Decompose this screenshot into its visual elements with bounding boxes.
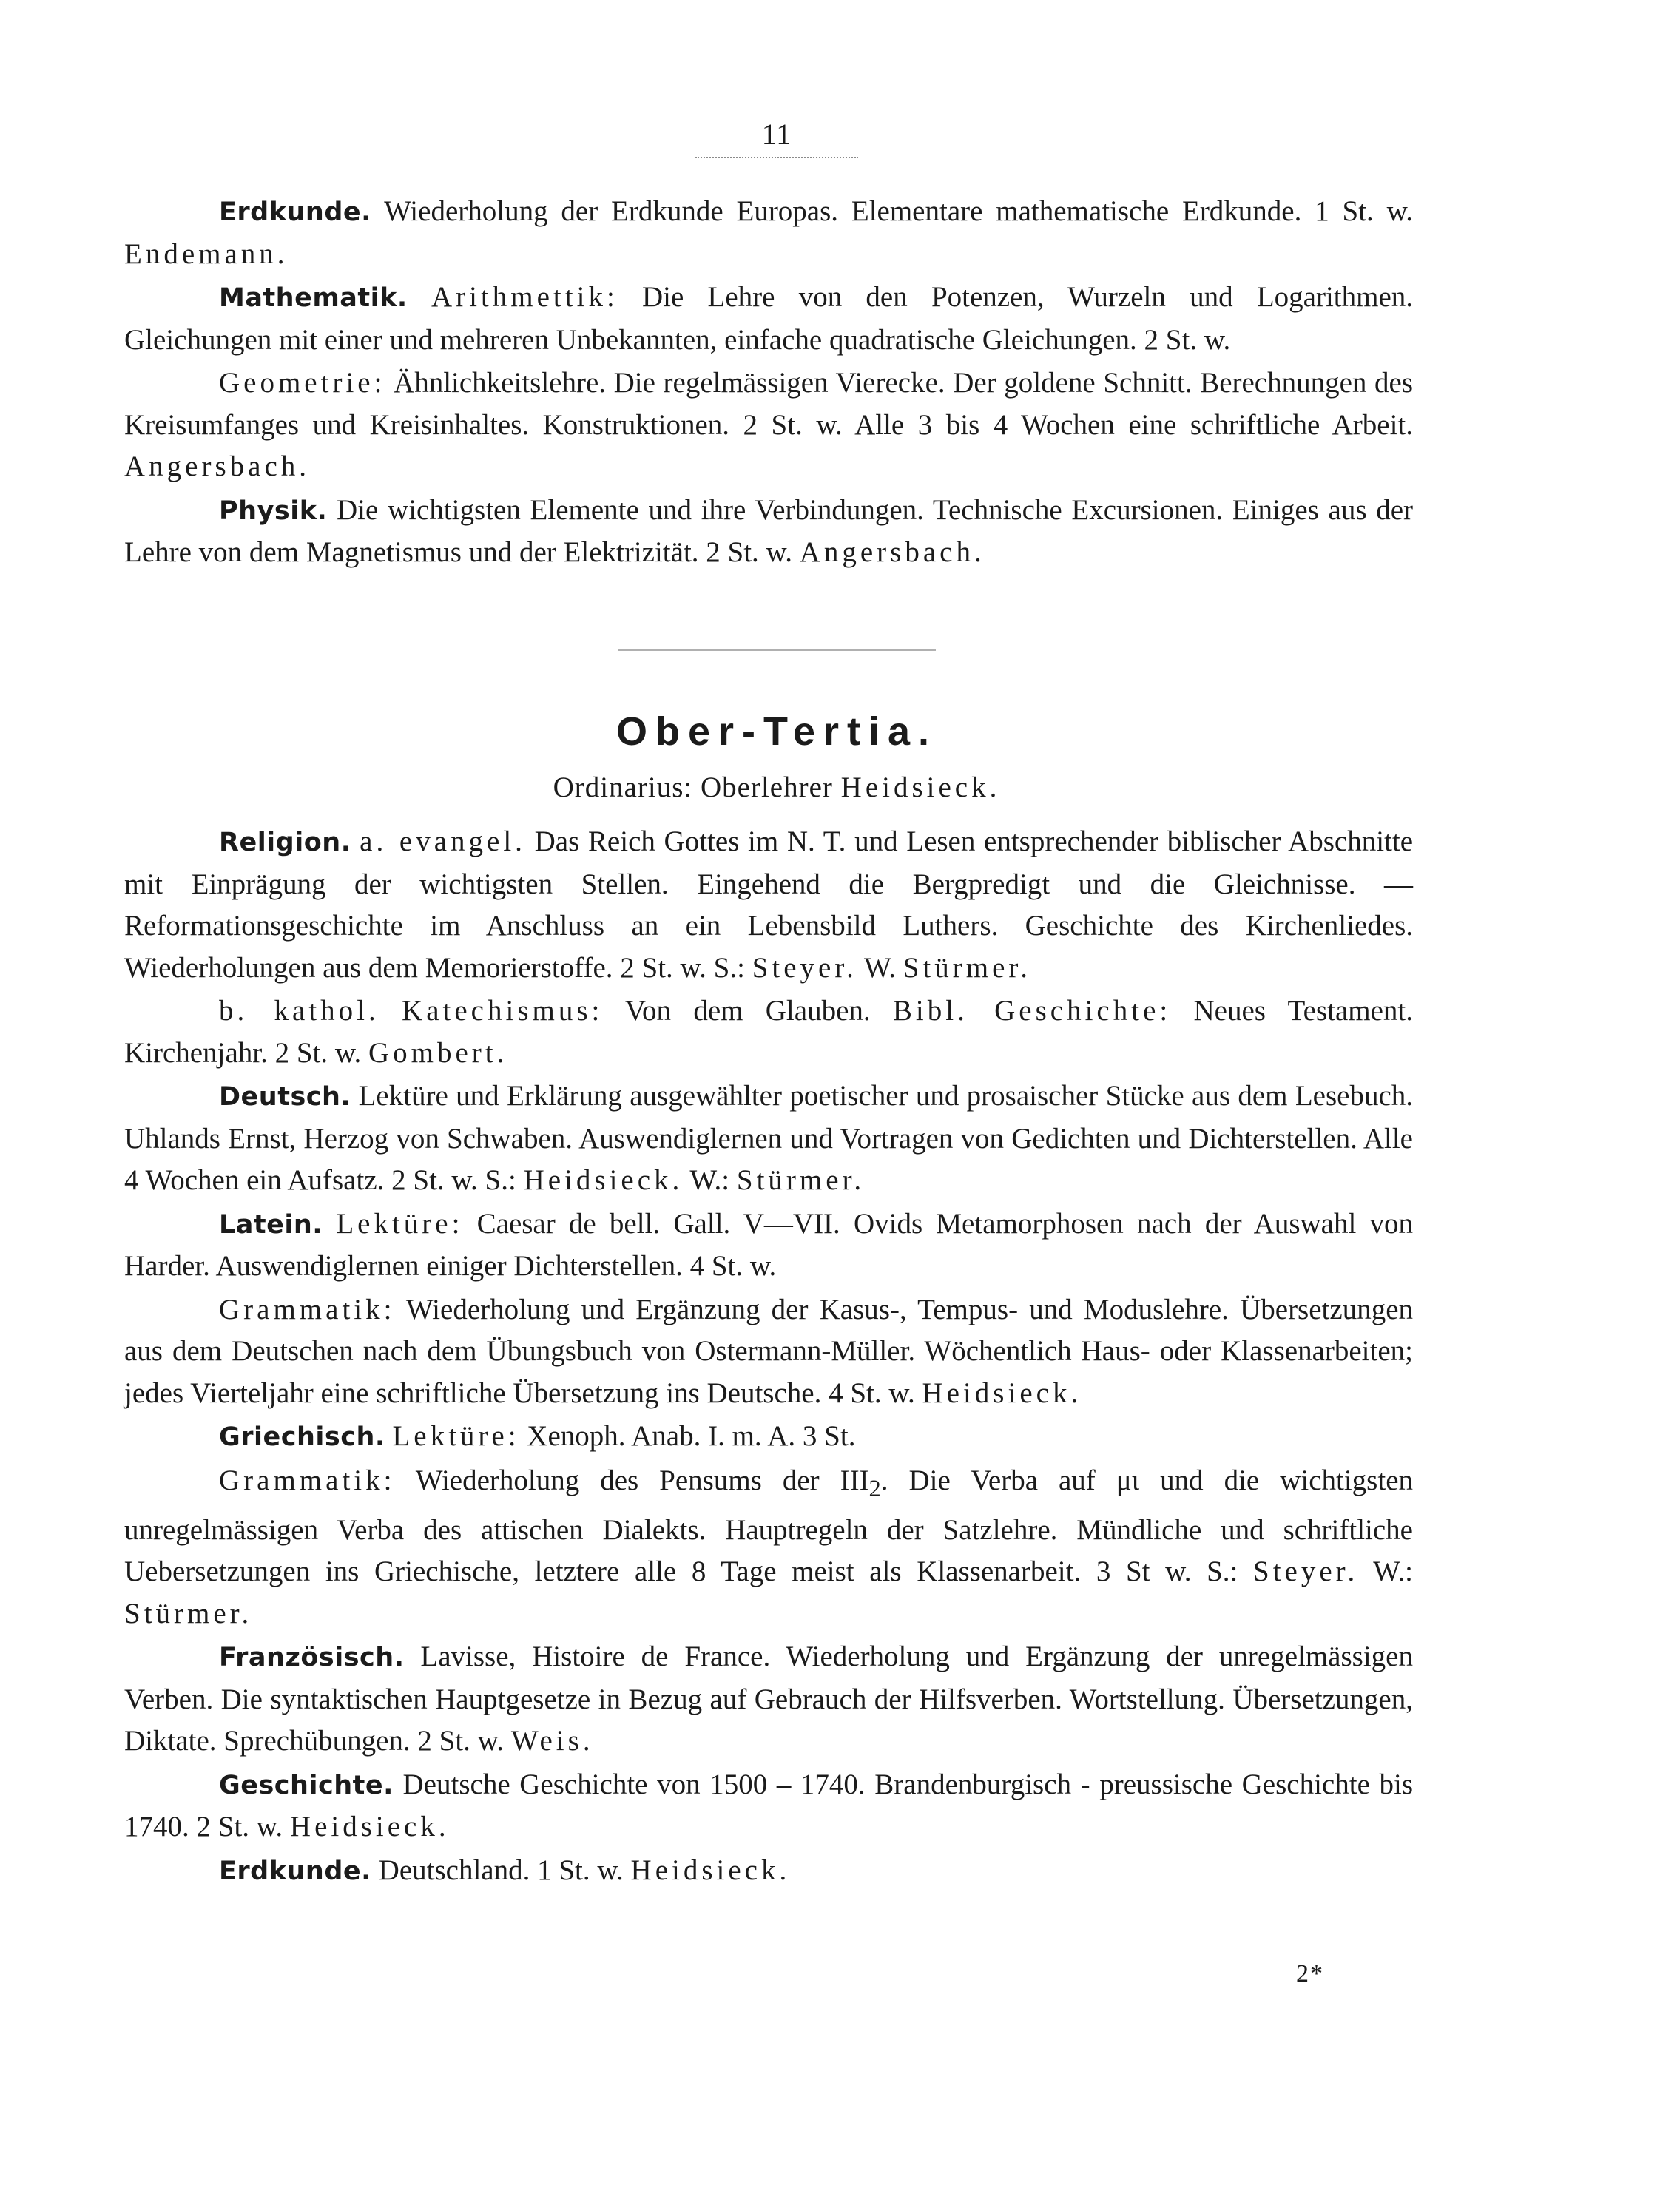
griechisch-s: S.: — [1207, 1555, 1238, 1588]
subject-label-erdkunde: Erdkunde. — [219, 197, 371, 227]
mathematik-paragraph — [124, 277, 1413, 361]
mathematik-topic: Arithmettik: — [431, 281, 618, 313]
griechisch-paragraph — [124, 1416, 1413, 1459]
franzoesisch-text: Lavisse, Histoire de France. Wiederholung und Ergänzung der unregelmässigen Verben. Die syntaktischen Hauptgesetze in Bezug auf Gebrauch der Hilfsverben. Wortstellung. Übersetzungen, Diktate. Sprechübungen. 2 St. w. — [124, 1641, 1413, 1757]
geometrie-teacher: Angersbach. — [124, 450, 311, 482]
religion-b-teacher: Gombert. — [368, 1036, 508, 1069]
religion-b-topic3: Bibl. Geschichte: — [892, 995, 1172, 1027]
erdkunde-teacher: Endemann. — [124, 237, 289, 270]
erdkunde-ot-text: Deutschland. 1 St. w. — [378, 1854, 624, 1886]
deutsch-w: W.: — [689, 1164, 730, 1196]
griechisch-w-teacher: Stürmer. — [124, 1597, 253, 1629]
religion-a-topic: a. evangel. — [360, 825, 526, 857]
religion-b-paragraph — [124, 990, 1413, 1074]
subject-label-franzoesisch: Französisch. — [219, 1643, 405, 1673]
religion-b-text2: Neues Testament. Kirchenjahr. 2 St. w. — [124, 995, 1414, 1069]
geometrie-topic: Geometrie: — [219, 367, 386, 399]
geschichte-paragraph — [124, 1764, 1413, 1848]
erdkunde-ot-teacher: Heidsieck. — [630, 1854, 791, 1886]
griechisch-w: W.: — [1373, 1555, 1413, 1588]
griechisch-s-teacher: Steyer. — [1253, 1555, 1359, 1588]
religion-a-s: S.: — [713, 951, 745, 984]
religion-b-topic2: Katechismus: — [402, 995, 604, 1027]
subject-label-latein: Latein. — [219, 1209, 323, 1240]
physik-teacher: Angersbach. — [799, 536, 985, 568]
ober-tertia-curriculum — [124, 821, 1413, 1894]
section-title: Ober-Tertia. — [615, 709, 938, 754]
geometrie-text: Ähnlichkeitslehre. Die regelmässigen Vierecke. Der goldene Schnitt. Berechnungen des Kreisumfanges und Kreisinhaltes. Konstruktionen. 2 St. w. Alle 3 bis 4 Wochen eine schriftliche Arbeit. — [124, 367, 1413, 441]
top-section — [124, 191, 1413, 575]
latein-grammatik-topic: Grammatik: — [219, 1293, 396, 1325]
subject-label-physik: Physik. — [219, 496, 328, 526]
deutsch-paragraph — [124, 1075, 1413, 1202]
latein-paragraph — [124, 1203, 1413, 1288]
erdkunde-ot-paragraph — [124, 1850, 1413, 1893]
signature-mark: 2* — [1296, 1960, 1324, 1987]
latein-grammatik-paragraph — [124, 1289, 1413, 1415]
latein-text: Caesar de bell. Gall. V—VII. Ovids Metamorphosen nach der Auswahl von Harder. Auswendiglernen einiger Dichterstellen. 4 St. w. — [124, 1207, 1414, 1282]
deutsch-s-teacher: Heidsieck. — [523, 1164, 684, 1196]
religion-a-w: W. — [863, 951, 896, 984]
griechisch-grammatik-text-2: . Die Verba auf μι und die wichtigsten unregelmässigen Verba des attischen Dialekts. Hauptregeln der Satzlehre. Mündliche und schriftliche Uebersetzungen ins Griechische, letztere alle 8 Tage meist als Klassenarbeit. 3 St w. — [124, 1464, 1414, 1588]
religion-b-topic: b. kathol. — [219, 995, 379, 1027]
physik-text: Die wichtigsten Elemente und ihre Verbindungen. Technische Excursionen. Einiges aus der Lehre von dem Magnetismus und der Elektrizität. 2 St. w. — [124, 493, 1414, 568]
erdkunde-paragraph — [124, 191, 1413, 275]
ordinarius-prefix: Ordinarius: Oberlehrer — [553, 771, 833, 803]
ordinarius-name: Heidsieck. — [840, 771, 1001, 803]
deutsch-s: S.: — [485, 1164, 516, 1196]
griechisch-grammatik-subscript: 2 — [868, 1475, 881, 1502]
section-divider — [618, 649, 936, 651]
latein-grammatik-text: Wiederholung und Ergänzung der Kasus-, Tempus- und Moduslehre. Übersetzungen aus dem Deutschen nach dem Übungsbuch von Ostermann-Müller. Wöchentlich Haus- oder Klassenarbeiten; jedes Vierteljahr eine schriftliche Übersetzung ins Deutsche. 4 St. w. — [124, 1293, 1414, 1409]
ordinarius-line — [0, 771, 1554, 804]
religion-a-s-teacher: Steyer. — [752, 951, 857, 984]
deutsch-w-teacher: Stürmer. — [736, 1164, 866, 1196]
geschichte-text: Deutsche Geschichte von 1500 – 1740. Brandenburgisch - preussische Geschichte bis 1740. 2 St. w. — [124, 1768, 1414, 1843]
religion-b-text1: Von dem Glauben. — [624, 995, 871, 1027]
page-number-underline — [695, 157, 858, 158]
subject-label-mathematik: Mathematik. — [219, 283, 408, 313]
franzoesisch-teacher: Weis. — [510, 1725, 594, 1757]
geschichte-teacher: Heidsieck. — [289, 1811, 450, 1843]
griechisch-topic: Lektüre: — [392, 1420, 520, 1452]
geometrie-paragraph — [124, 362, 1413, 488]
griechisch-grammatik-text-1: Wiederholung des Pensums der III — [415, 1464, 869, 1496]
subject-label-deutsch: Deutsch. — [219, 1082, 351, 1112]
religion-a-w-teacher: Stürmer. — [903, 951, 1031, 984]
franzoesisch-paragraph — [124, 1636, 1413, 1763]
erdkunde-text: Wiederholung der Erdkunde Europas. Elementare mathematische Erdkunde. 1 St. w. — [384, 195, 1414, 227]
subject-label-religion: Religion. — [219, 828, 351, 857]
physik-paragraph — [124, 490, 1413, 574]
mathematik-text: Die Lehre von den Potenzen, Wurzeln und Logarithmen. Gleichungen mit einer und mehreren Unbekannten, einfache quadratische Gleichungen. 2 St. w. — [124, 281, 1414, 356]
griechisch-grammatik-paragraph — [124, 1460, 1413, 1635]
latein-topic: Lektüre: — [336, 1207, 464, 1240]
subject-label-erdkunde-ot: Erdkunde. — [219, 1856, 371, 1886]
religion-a-text: Das Reich Gottes im N. T. und Lesen entsprechender biblischer Abschnitte mit Einprägung der wichtigsten Stellen. Eingehend die Bergpredigt und die Gleichnisse. — Reformationsgeschichte im Anschluss an ein Lebensbild Luthers. Geschichte des Kirchenliedes. Wiederholungen aus dem Memorierstoffe. 2 St. w. — [124, 825, 1414, 984]
religion-a-paragraph — [124, 821, 1413, 989]
subject-label-geschichte: Geschichte. — [219, 1770, 394, 1800]
griechisch-grammatik-topic: Grammatik: — [219, 1464, 396, 1496]
deutsch-text: Lektüre und Erklärung ausgewählter poetischer und prosaischer Stücke aus dem Lesebuch. Uhlands Ernst, Herzog von Schwaben. Auswendiglernen und Vortragen von Gedichten und Dichterstellen. Alle 4 Wochen ein Aufsatz. 2 St. w. — [124, 1080, 1413, 1196]
subject-label-griechisch: Griechisch. — [219, 1422, 385, 1452]
latein-grammatik-teacher: Heidsieck. — [922, 1377, 1082, 1409]
griechisch-text: Xenoph. Anab. I. m. A. 3 St. — [527, 1420, 856, 1452]
page-number: 11 — [761, 118, 792, 151]
